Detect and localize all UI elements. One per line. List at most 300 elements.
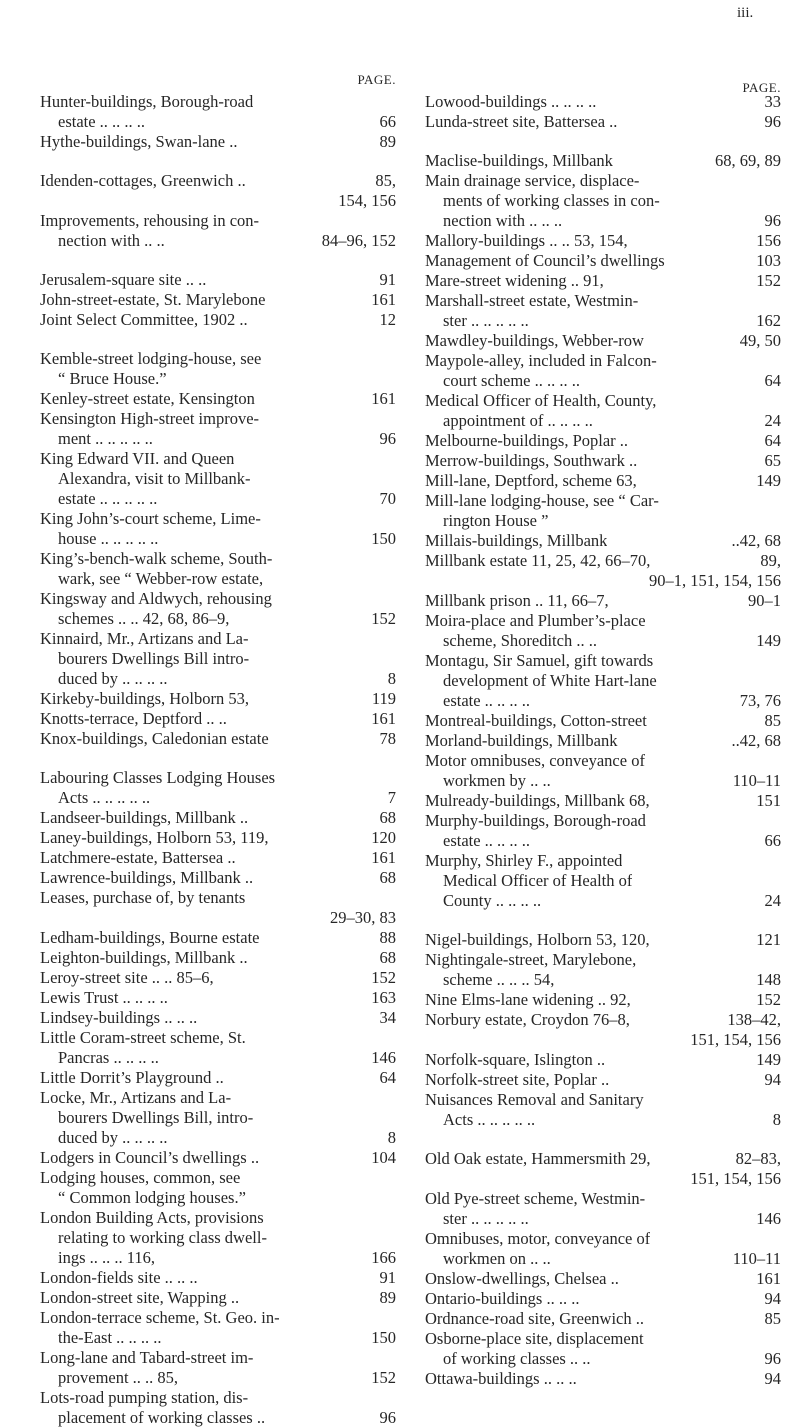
index-entry-line [425,851,781,871]
index-entry-line [40,1128,396,1148]
entry-text: Locke, Mr., Artizans and La- [40,1088,232,1107]
index-entry-line [425,1110,781,1130]
entry-text: nection with .. .. [58,231,165,250]
entry-text: London-fields site .. .. .. [40,1268,198,1287]
page-reference: 89 [379,132,396,151]
page-reference: 64 [764,431,781,450]
page-reference: 82–83, [735,1149,781,1168]
entry-text: Kensington High-street improve- [40,409,260,428]
index-entry-line [40,1268,396,1288]
index-entry [40,768,396,808]
page-reference: 90–1 [748,591,781,610]
page-reference: 94 [764,1289,781,1308]
index-entry-line [40,509,396,529]
index-entry [425,451,781,471]
index-letter-group [425,92,781,132]
entry-text: scheme, Shoreditch .. .. [443,631,597,650]
index-entry [425,1229,781,1269]
index-entry-line [40,1368,396,1388]
page-reference: 90–1, 151, 154, 156 [649,571,781,590]
page-reference: 68 [379,808,396,827]
index-entry-line [425,731,781,751]
entry-text: estate .. .. .. .. .. [58,489,158,508]
index-entry [425,811,781,851]
index-entry-line [40,171,396,191]
index-entry [425,1329,781,1369]
index-entry-line [425,211,781,231]
index-entry [40,449,396,509]
entry-text: ster .. .. .. .. .. [443,1209,529,1228]
entry-text: Lewis Trust .. .. .. .. [40,988,168,1007]
entry-text: Latchmere-estate, Battersea .. [40,848,236,867]
index-entry-line [40,1228,396,1248]
index-entry [40,389,396,409]
index-letter-group [425,151,781,911]
index-entry-line [40,270,396,290]
entry-text: Maypole-alley, included in Falcon- [425,351,657,370]
entry-text: Medical Officer of Health, County, [425,391,657,410]
index-entry-line [425,711,781,731]
index-entry [40,968,396,988]
entry-text: London-street site, Wapping .. [40,1288,240,1307]
index-entry [40,1268,396,1288]
page-reference: 70 [379,489,396,508]
entry-text: Norbury estate, Croydon 76–8, [425,1010,630,1029]
index-entry-line [40,1348,396,1368]
index-entry-line [40,589,396,609]
entry-text: “ Common lodging houses.” [58,1188,246,1207]
index-entry-line [425,651,781,671]
page-reference: 163 [371,988,396,1007]
entry-text: Nigel-buildings, Holborn 53, 120, [425,930,650,949]
index-entry-line [40,808,396,828]
page-reference: 68 [379,948,396,967]
page-reference: ..42, 68 [731,531,781,550]
index-entry [425,751,781,791]
index-entry-line [40,788,396,808]
entry-text: Mill-lane lodging-house, see “ Car- [425,491,659,510]
page-reference: 68, 69, 89 [715,151,781,170]
entry-text: Norfolk-square, Islington .. [425,1050,606,1069]
index-letter-group [425,1149,781,1389]
entry-text: County .. .. .. .. [443,891,542,910]
entry-text: Long-lane and Tabard-street im- [40,1348,254,1367]
index-entry-line [40,609,396,629]
index-entry [40,629,396,689]
entry-text: schemes .. .. 42, 68, 86–9, [58,609,230,628]
index-entry [40,808,396,828]
index-entry-line [40,1108,396,1128]
index-entry-line [425,1070,781,1090]
page-heading-right: PAGE. [742,80,781,95]
index-entry-line [40,549,396,569]
index-entry-line [40,489,396,509]
entry-text: Lunda-street site, Battersea .. [425,112,618,131]
index-entry-line [425,1010,781,1030]
entry-text: Ontario-buildings .. .. .. [425,1289,580,1308]
entry-text: Little Coram-street scheme, St. [40,1028,246,1047]
index-entry [425,711,781,731]
entry-text: court scheme .. .. .. .. [443,371,581,390]
page-reference: 65 [764,451,781,470]
index-entry-line [425,771,781,791]
index-entry-line [425,1229,781,1249]
index-entry-line [425,531,781,551]
entry-text: “ Bruce House.” [58,369,167,388]
index-entry [425,251,781,271]
index-entry-line [425,1090,781,1110]
page-reference: 96 [379,429,396,448]
entry-text: Idenden-cottages, Greenwich .. [40,171,246,190]
index-entry-line [40,429,396,449]
index-letter-group [40,171,396,251]
index-letter-group [40,349,396,749]
index-entry-line [40,1388,396,1408]
entry-text: workmen on .. .. [443,1249,551,1268]
entry-text: Ordnance-road site, Greenwich .. [425,1309,644,1328]
index-entry-line [425,791,781,811]
entry-text: duced by .. .. .. .. [58,1128,168,1147]
index-entry-line [40,768,396,788]
index-entry [425,1189,781,1229]
page-reference: 91 [379,270,396,289]
page-reference: 96 [764,211,781,230]
entry-text: Kenley-street estate, Kensington [40,389,255,408]
page-reference: 85, [375,171,396,190]
folio-number: iii. [737,5,754,21]
page-reference: 104 [371,1148,396,1167]
page-reference: 110–11 [732,771,781,790]
index-entry-line [40,1148,396,1168]
entry-text: estate .. .. .. .. [443,831,531,850]
page-reference: 166 [371,1248,396,1267]
index-entry-line [425,511,781,531]
index-entry-line [425,1050,781,1070]
entry-text: Motor omnibuses, conveyance of [425,751,645,770]
index-entry-line [425,1269,781,1289]
index-entry-line [425,591,781,611]
index-entry-line [425,112,781,132]
index-entry [40,848,396,868]
index-entry [40,1028,396,1068]
entry-text: Kirkeby-buildings, Holborn 53, [40,689,249,708]
index-entry [425,112,781,132]
entry-text: Acts .. .. .. .. .. [443,1110,536,1129]
entry-text: Omnibuses, motor, conveyance of [425,1229,651,1248]
entry-text: Melbourne-buildings, Poplar .. [425,431,629,450]
index-entry-line [425,1249,781,1269]
page-reference: 152 [371,968,396,987]
index-entry-line [425,471,781,491]
index-entry [425,151,781,171]
page-reference: 49, 50 [739,331,781,350]
index-entry [425,1269,781,1289]
index-entry-line [40,529,396,549]
index-entry-line [425,930,781,950]
index-entry [425,92,781,112]
entry-text: London Building Acts, provisions [40,1208,264,1227]
entry-text: bourers Dwellings Bill intro- [58,649,250,668]
page-reference: 84–96, 152 [321,231,396,250]
index-entry-line [40,1188,396,1208]
entry-text: Pancras .. .. .. .. [58,1048,159,1067]
page-heading-left: PAGE. [357,72,396,87]
index-entry-line [425,1209,781,1229]
index-entry-line [40,1308,396,1328]
entry-text: estate .. .. .. .. [443,691,531,710]
entry-text: Improvements, rehousing in con- [40,211,260,230]
index-entry [40,290,396,310]
index-entry [425,1050,781,1070]
page-reference: 78 [379,729,396,748]
index-entry [425,1149,781,1189]
page-reference: 149 [756,1050,781,1069]
index-column-right [425,80,781,1389]
index-entry [40,828,396,848]
index-entry-line [40,868,396,888]
index-entry-line [40,968,396,988]
index-entry-line [425,1329,781,1349]
index-entry-line [40,369,396,389]
index-entry-line [425,491,781,511]
index-entry [425,551,781,591]
page-reference: 91 [379,1268,396,1287]
entry-text: Osborne-place site, displacement [425,1329,644,1348]
index-entry [425,1309,781,1329]
page-reference: 103 [756,251,781,270]
entry-text: Hythe-buildings, Swan-lane .. [40,132,238,151]
index-entry [425,1369,781,1389]
index-entry-line [40,1068,396,1088]
entry-text: Ledham-buildings, Bourne estate [40,928,260,947]
index-entry-line [425,871,781,891]
index-entry-line [425,331,781,351]
page-reference: 33 [764,92,781,111]
entry-text: house .. .. .. .. .. [58,529,159,548]
index-entry-line [425,611,781,631]
index-entry-line [40,828,396,848]
index-entry-line [40,1088,396,1108]
page-reference: 8 [387,669,396,688]
entry-text: Nuisances Removal and Sanitary [425,1090,644,1109]
page-reference: 151, 154, 156 [690,1030,781,1049]
index-entry-line [425,691,781,711]
entry-text: Lodgers in Council’s dwellings .. [40,1148,260,1167]
index-entry-line [40,349,396,369]
index-entry-line [40,1288,396,1308]
index-entry-line [425,970,781,990]
page-reference: 96 [379,1408,396,1427]
index-entry-line [425,92,781,112]
index-entry-line [40,1048,396,1068]
entry-text: Kemble-street lodging-house, see [40,349,262,368]
page-reference: 24 [764,891,781,910]
entry-text: Lots-road pumping station, dis- [40,1388,249,1407]
entry-text: development of White Hart-lane [443,671,657,690]
entry-text: Ottawa-buildings .. .. .. [425,1369,577,1388]
entry-text: Management of Council’s dwellings [425,251,665,270]
page-reference: 120 [371,828,396,847]
entry-text: Murphy-buildings, Borough-road [425,811,646,830]
entry-text: Lowood-buildings .. .. .. .. [425,92,597,111]
index-entry-line [425,831,781,851]
page-reference: 161 [371,290,396,309]
index-entry [40,1088,396,1148]
page-reference: 64 [764,371,781,390]
index-entry [425,351,781,391]
page-reference: 66 [379,112,396,131]
index-entry [425,1010,781,1050]
index-entry-line [40,709,396,729]
index-entry [40,928,396,948]
folio [0,0,800,21]
page-reference: 152 [371,1368,396,1387]
index-entry-line [40,290,396,310]
page-reference: 66 [764,831,781,850]
entry-text: King’s-bench-walk scheme, South- [40,549,273,568]
index-entry-line [40,211,396,231]
index-entry-line [425,1169,781,1189]
entry-text: Labouring Classes Lodging Houses [40,768,276,787]
page-reference: 8 [387,1128,396,1147]
page-reference: 148 [756,970,781,989]
page-reference: 73, 76 [739,691,781,710]
index-entry [40,589,396,629]
page-reference: 161 [371,848,396,867]
page-reference: 150 [371,529,396,548]
index-entry [40,1208,396,1268]
index-entry [425,431,781,451]
entry-text: Little Dorrit’s Playground .. [40,1068,224,1087]
entry-text: of working classes .. .. [443,1349,591,1368]
index-entry-line [40,409,396,429]
index-entry-line [425,1349,781,1369]
entry-text: Landseer-buildings, Millbank .. [40,808,249,827]
index-entry-line [40,1008,396,1028]
index-entry-line [425,751,781,771]
page-reference: 156 [756,231,781,250]
index-entry-line [425,431,781,451]
index-entry-line [40,449,396,469]
entry-text: Mallory-buildings .. .. 53, 154, [425,231,628,250]
page-reference: 7 [387,788,396,807]
entry-text: Kinnaird, Mr., Artizans and La- [40,629,249,648]
index-entry [40,1148,396,1168]
page-reference: 64 [379,1068,396,1087]
index-letter-group [40,92,396,152]
index-entry [425,851,781,911]
entry-text: Onslow-dwellings, Chelsea .. [425,1269,619,1288]
index-entry-line [425,391,781,411]
entry-text: duced by .. .. .. .. [58,669,168,688]
index-entry-line [40,310,396,330]
entry-text: Leroy-street site .. .. 85–6, [40,968,214,987]
page-reference: 121 [756,930,781,949]
entry-text: Norfolk-street site, Poplar .. [425,1070,610,1089]
index-entry-line [425,351,781,371]
index-entry [40,1008,396,1028]
index-entry-line [425,990,781,1010]
index-entry [40,1068,396,1088]
entry-text: Marshall-street estate, Westmin- [425,291,639,310]
page-reference: 68 [379,868,396,887]
index-entry [40,211,396,251]
index-entry [425,291,781,331]
index-entry-line [40,988,396,1008]
index-entries-left [40,92,396,1428]
entry-text: Millais-buildings, Millbank [425,531,608,550]
index-entry-line [425,231,781,251]
entry-text: ings .. .. .. 116, [58,1248,156,1267]
index-entry-line [40,1248,396,1268]
index-entry [40,409,396,449]
index-entry [425,611,781,651]
index-entry-line [40,948,396,968]
page-reference: 161 [371,389,396,408]
index-entry [40,988,396,1008]
index-entry-line [40,928,396,948]
index-entry [40,948,396,968]
index-entry [40,310,396,330]
index-entry-line [425,551,781,571]
page-reference: 85 [764,1309,781,1328]
entry-text: Lindsey-buildings .. .. .. [40,1008,198,1027]
entry-text: Laney-buildings, Holborn 53, 119, [40,828,269,847]
page-reference: 146 [371,1048,396,1067]
index-entry-line [40,231,396,251]
index-entry-line [425,631,781,651]
entry-text: Montagu, Sir Samuel, gift towards [425,651,654,670]
index-entry-line [40,1168,396,1188]
page-reference: 149 [756,631,781,650]
index-entry [40,1308,396,1348]
index-entry-line [40,848,396,868]
entry-text: Joint Select Committee, 1902 .. [40,310,248,329]
entry-text: Mill-lane, Deptford, scheme 63, [425,471,637,490]
index-entry [40,1168,396,1208]
index-entry [40,709,396,729]
entry-text: ments of working classes in con- [443,191,660,210]
page-reference: 96 [764,112,781,131]
entry-text: bourers Dwellings Bill, intro- [58,1108,254,1127]
entry-text: Acts .. .. .. .. .. [58,788,151,807]
entry-text: ment .. .. .. .. .. [58,429,153,448]
entry-text: Nine Elms-lane widening .. 92, [425,990,631,1009]
index-entry-line [40,112,396,132]
index-entry [40,1288,396,1308]
index-entry [40,1388,396,1428]
page-reference: 152 [371,609,396,628]
entry-text: rington House ” [443,511,549,530]
index-entry [425,1289,781,1309]
index-entry [425,950,781,990]
index-letter-group [40,270,396,330]
index-entry-line [425,151,781,171]
page-reference: 89 [379,1288,396,1307]
page-reference: 161 [756,1269,781,1288]
index-entry-line [425,311,781,331]
index-entry-line [40,1028,396,1048]
index-letter-group [425,930,781,1130]
index-entry-line [40,669,396,689]
index-entry-line [425,1189,781,1209]
page-reference: 151, 154, 156 [690,1169,781,1188]
entry-text: Old Oak estate, Hammersmith 29, [425,1149,651,1168]
index-entry-line [40,1328,396,1348]
index-entry [40,868,396,888]
index-entry-line [40,689,396,709]
page-reference: 162 [756,311,781,330]
